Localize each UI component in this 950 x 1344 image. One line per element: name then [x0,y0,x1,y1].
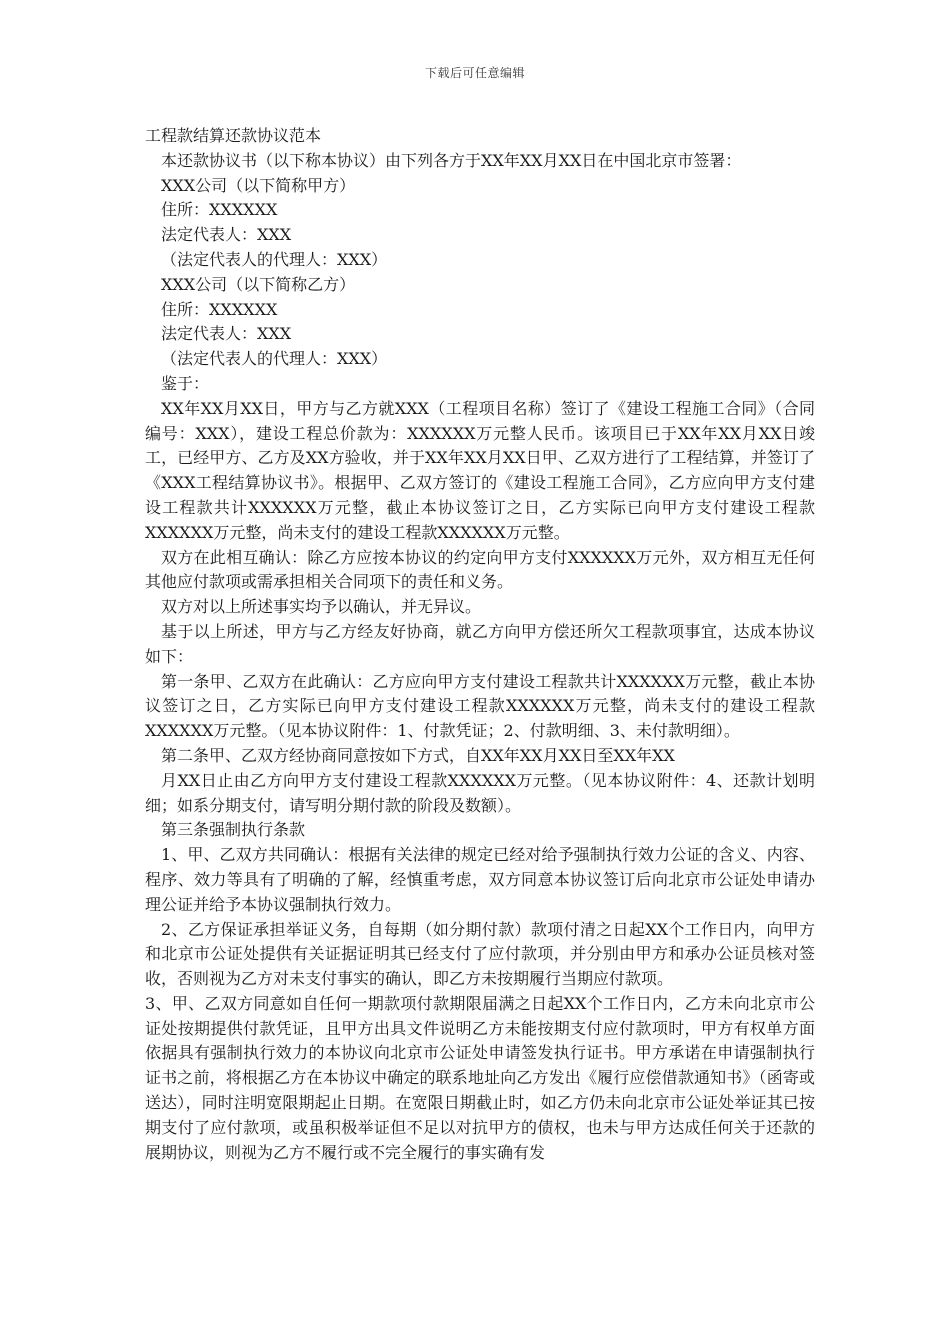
paragraph-no-objection: 双方对以上所述事实均予以确认，并无异议。 [161,597,482,617]
paragraph-project-background: XX年XX月XX日，甲方与乙方就XXX（工程项目名称）签订了《建设工程施工合同》（合同编号：XXX），建设工程总价款为：XXXXXX万元整人民币。该项目已于XX年XX月XX日竣工，已经甲方、乙方及XX方验收，并于XX年XX月XX日甲、乙双方进行了工程结算，并签订了《XXX工程结算协议书》。根据甲、乙双方签订的《建设工程施工合同》，乙方应向甲方支付建设工程款共计XXXXXX万元整，截止本协议签订之日，乙方实际已向甲方支付建设工程款XXXXXX万元整，尚未支付的建设工程款XXXXXX万元整。 [145,398,815,542]
article-3-title: 第三条强制执行条款 [161,820,306,840]
party-b-address: 住所：XXXXXX [161,299,278,319]
page-header-note: 下载后可任意编辑 [424,66,525,80]
intro-line: 本还款协议书（以下称本协议）由下列各方于XX年XX月XX日在中国北京市签署： [161,150,742,170]
paragraph-agreement-basis: 基于以上所述，甲方与乙方经友好协商，就乙方向甲方偿还所欠工程款项事宜，达成本协议如下： [145,621,815,666]
party-a-name: XXX公司（以下简称甲方） [161,175,356,195]
whereas-label: 鉴于： [161,373,210,393]
party-a-address: 住所：XXXXXX [161,200,278,220]
party-b-name: XXX公司（以下简称乙方） [161,274,356,294]
clause-1: 1、甲、乙双方共同确认：根据有关法律的规定已经对给予强制执行效力公证的含义、内容、程序、效力等具有了明确的了解，经慎重考虑，双方同意本协议签订后向北京市公证处申请办理公证并给予本协议强制执行效力。 [145,845,815,914]
paragraph-mutual-confirmation: 双方在此相互确认：除乙方应按本协议的约定向甲方支付XXXXXX万元外，双方相互无任何其他应付款项或需承担相关合同项下的责任和义务。 [145,547,815,592]
party-b-legal-rep: 法定代表人：XXX [161,324,292,344]
clause-3: 3、甲、乙双方同意如自任何一期款项付款期限届满之日起XX个工作日内，乙方未向北京市公证处按期提供付款凭证，且甲方出具文件说明乙方未能按期支付应付款项时，甲方有权单方面依据具有强制执行效力的本协议向北京市公证处申请签发执行证书。甲方承诺在申请强制执行证书之前，将根据乙方在本协议中确定的联系地址向乙方发出《履行应偿借款通知书》（函寄或送达），同时注明宽限期起止日期。在宽限日期截止时，如乙方仍未向北京市公证处举证其已按期支付了应付款项，或虽积极举证但不足以对抗甲方的债权，也未与甲方达成任何关于还款的展期协议，则视为乙方不履行或不完全履行的事实确有发 [145,993,815,1162]
document-title: 工程款结算还款协议范本 [145,126,322,145]
article-2-line-1: 第二条甲、乙双方经协商同意按如下方式，自XX年XX月XX日至XX年XX [161,745,675,765]
document-body [145,124,815,1165]
party-b-agent: （法定代表人的代理人：XXX） [161,349,388,369]
clause-2: 2、乙方保证承担举证义务，自每期（如分期付款）款项付清之日起XX个工作日内，向甲方和北京市公证处提供有关证据证明其已经支付了应付款项，并分别由甲方和承办公证员核对签收，否则视为乙方对未支付事实的确认，即乙方未按期履行当期应付款项。 [145,919,815,989]
party-a-legal-rep: 法定代表人：XXX [161,225,292,245]
party-a-agent: （法定代表人的代理人：XXX） [161,249,388,269]
article-2-rest: 月XX日止由乙方向甲方支付建设工程款XXXXXX万元整。（见本协议附件：4、还款计划明细；如系分期支付，请写明分期付款的阶段及数额）。 [145,770,815,815]
article-1: 第一条甲、乙双方在此确认：乙方应向甲方支付建设工程款共计XXXXXX万元整，截止本协议签订之日，乙方实际已向甲方支付建设工程款XXXXXX万元整，尚未支付的建设工程款XXXXXX万元整。（见本协议附件：1、付款凭证；2、付款明细、3、未付款明细）。 [145,671,815,741]
